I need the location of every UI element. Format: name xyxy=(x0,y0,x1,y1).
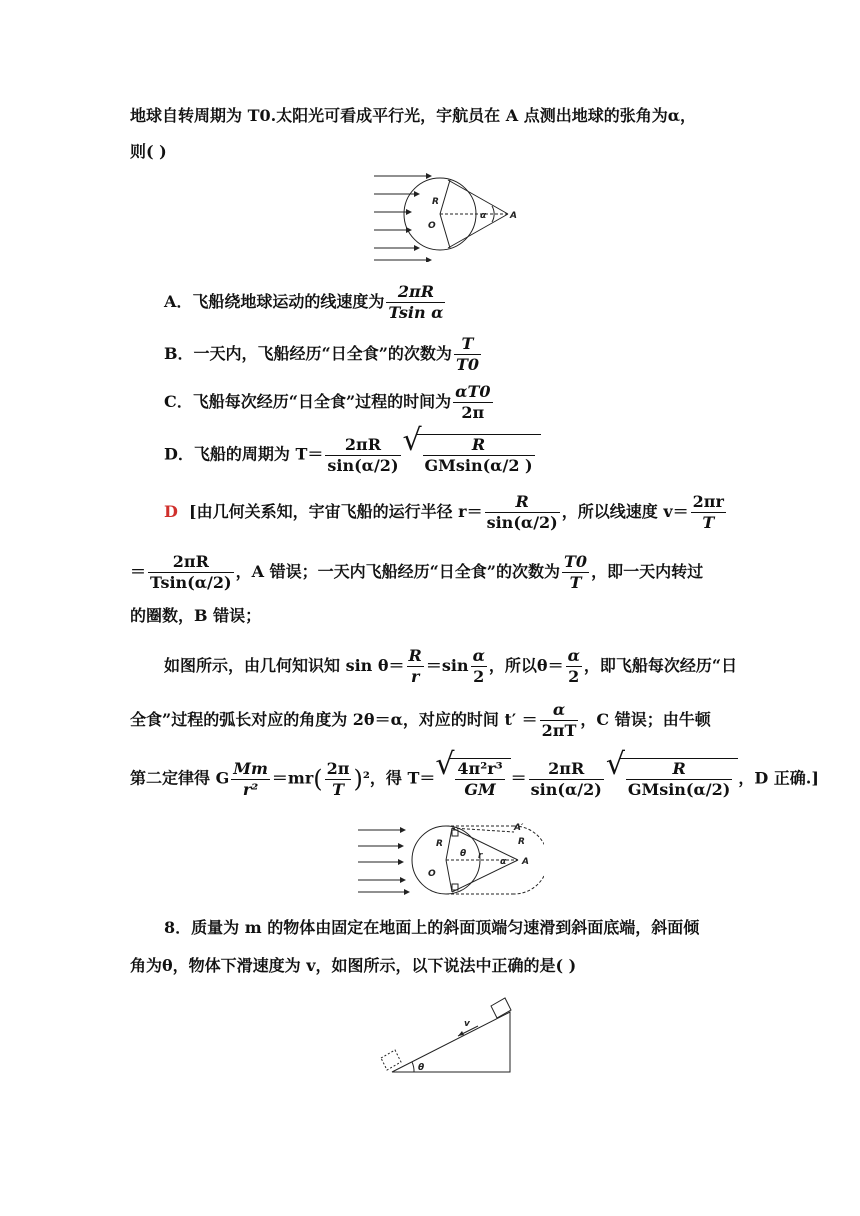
fig2-label-r: r xyxy=(478,851,483,861)
answer-line-1: D [由几何关系知，宇宙飞船的运行半径 r＝ $\frac{R}{\sin(\alpha/2)}$ ，所以线速度 v＝ $\frac{2\pi r}{T}$ xyxy=(164,492,724,532)
earth-sun-diagram-2 xyxy=(354,822,544,896)
fig2-label-alpha: α xyxy=(500,857,507,867)
option-b xyxy=(164,334,483,375)
answer-line-2: ＝ $\frac{2\pi R}{Tsin(\alpha/2)}$ ，A 错误；一天内飞船经历“日全食”的次数为 $\frac{T0}{T}$ ，即一天内转过 xyxy=(130,552,704,592)
fig1-label-A: A xyxy=(510,211,517,221)
option-c-fraction: $\frac{\alpha T0}{2\pi}$ xyxy=(455,382,491,422)
answer-line-4: 如图所示，由几何知识知 sin θ＝ $\frac{R}{r}$ ＝sin $\frac{\alpha}{2}$ ，所以θ＝ $\frac{\alpha}{2}$ ，即飞船每次经历“日 xyxy=(164,646,738,686)
fig3-label-theta: θ xyxy=(418,1063,425,1073)
option-c xyxy=(164,382,495,423)
intro-line-1: 地球自转周期为 T0.太阳光可看成平行光，宇航员在 A 点测出地球的张角为α， xyxy=(130,106,697,125)
fig1-label-R: R xyxy=(432,197,439,207)
fig2-label-A: A xyxy=(522,857,529,867)
option-a-fraction: $\frac{2\pi R}{\text{Tsin α}}$ xyxy=(388,282,444,322)
fig1-label-O: O xyxy=(428,221,436,231)
fig1-label-alpha: α xyxy=(480,211,487,221)
option-b-text: B．一天内，飞船经历“日全食”的次数为 xyxy=(164,344,452,363)
fig2-label-R2: R xyxy=(518,837,525,847)
intro-line-2: 则( ) xyxy=(130,142,167,161)
option-d-fraction: $\frac{2\pi R}{\sin(\alpha/2)}$ xyxy=(327,434,399,475)
incline-diagram xyxy=(374,992,524,1076)
option-b-fraction: $\frac{T}{T0}$ xyxy=(455,334,479,374)
option-d xyxy=(164,434,541,476)
answer-letter: D xyxy=(164,502,178,521)
fig2-label-O: O xyxy=(428,869,436,879)
fig2-label-A-prime: A′ xyxy=(514,823,524,833)
answer-line-5: 全食”过程的弧长对应的角度为 2θ＝α，对应的时间 t′ ＝ $\frac{\alpha}{2\pi T}$ ，C 错误；由牛顿 xyxy=(130,700,711,740)
fig2-label-R: R xyxy=(436,839,443,849)
q8-line-2: 角为θ，物体下滑速度为 v，如图所示，以下说法中正确的是( ) xyxy=(130,956,577,975)
answer-line-6: 第二定律得 G $\frac{Mm}{\text{r²}}$ ＝mr( $\frac{2\pi}{T}$ )²，得 T＝ √ $\frac{\text{4π²r³}}{GM}$ ＝ $\frac{2\pi R}{\sin(\alpha/2)}$ √ $\frac{R}{GMsin(\alpha/2)}$ ，D 正确.] xyxy=(130,758,819,800)
answer-line-3: 的圈数，B 错误； xyxy=(130,606,262,625)
fig2-label-theta: θ xyxy=(460,849,467,859)
earth-sun-diagram-1 xyxy=(370,168,530,262)
option-c-text: C．飞船每次经历“日全食”过程的时间为 xyxy=(164,392,452,411)
option-a-text: A．飞船绕地球运动的线速度为 xyxy=(164,292,385,311)
fig3-label-v: v xyxy=(464,1019,470,1029)
option-a xyxy=(164,282,447,323)
q8-line-1: 8．质量为 m 的物体由固定在地面上的斜面顶端匀速滑到斜面底端，斜面倾 xyxy=(164,918,700,937)
option-d-text: D．飞船的周期为 T＝ xyxy=(164,444,324,464)
option-d-sqrt: √ $\frac{R}{GMsin(\alpha/2 )}$ xyxy=(417,434,541,476)
